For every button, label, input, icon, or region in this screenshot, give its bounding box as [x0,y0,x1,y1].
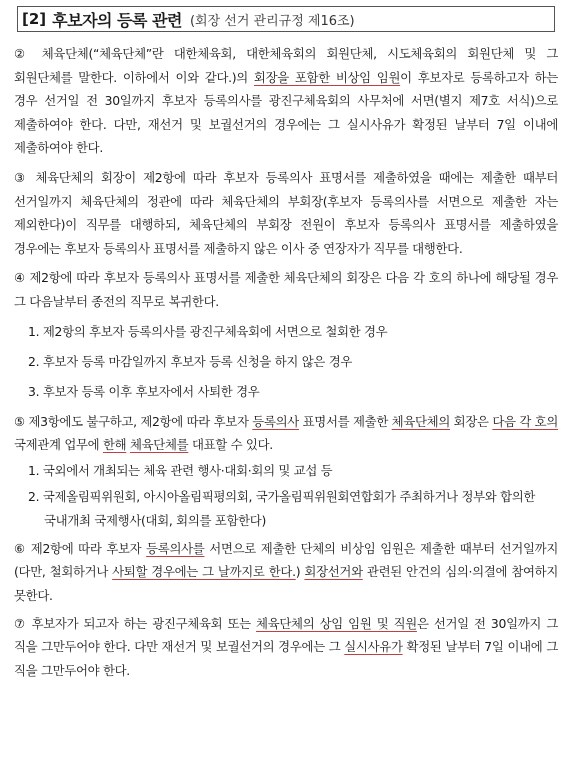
p6-underlined-2: 사퇴할 경우에는 그 날까지로 한다. [112,564,296,580]
p7-text-a: ⑦ 후보자가 되고자 하는 광진구체육회 또는 [14,615,257,631]
p4-item-1: 1. 제2항의 후보자 등록의사를 광진구체육회에 서면으로 철회한 경우 [28,323,388,339]
section-number: [2] [22,10,47,28]
p6-underlined-1: 등록의사를 [146,540,205,556]
p2-underlined: 회장을 포함한 비상임 임원 [253,69,401,85]
p5-text-a: ⑤ 제3항에도 불구하고, 제2항에 따라 후보자 [14,413,253,429]
p5-underlined-2: 체육단체의 [391,413,451,429]
p7-underlined-2: 실시사유가 [344,639,403,655]
p6-text-b: 서면으로 제출한 단체의 비상임 임원은 제출한 때부터 선거일까지(다만, 철회하거나 [14,540,558,580]
paragraph-5 [14,410,558,457]
p2-text-a: ② 체육단체(“체육단체”란 대한체육회, 대한체육회의 회원단체, 시도체육회의 회원단체 및 그 회원단체를 말한다. 이하에서 이와 같다.)의 [14,46,558,85]
paragraph-4: ④ 제2항에 따라 후보자 등록의사 표명서를 제출한 체육단체의 회장은 다음 각 호의 하나에 해당될 경우 그 다음날부터 종전의 직무로 복귀한다. [14,270,558,309]
p7-text-b: 은 선거일 전 30일까지 그 직을 그만두어야 한다. 다만 재선거 및 보궐선거의 경우에는 그 [14,615,558,655]
p7-underlined-1: 체육단체의 상임 임원 및 직원 [256,615,417,631]
p6-text-d: 관련된 안건의 심의·의결에 참여하지 못한다. [14,564,558,603]
p7-text-c: 확정된 날부터 7일 이내에 그 직을 그만두어야 한다. [14,639,559,678]
paragraph-2 [14,42,558,160]
p5-item-2: 2. 국제올림픽위원회, 아시아올림픽평의회, 국가올림픽위원회연합회가 주최하거나 정부와 합의한 국내개최 국제행사(대회, 회의를 포함한다) [28,488,536,528]
section-subtitle: (회장 선거 관리규정 제16조) [189,13,355,29]
p5-text-c: 회장은 [450,413,493,429]
p5-underlined-5: 체육단체를 [129,437,189,453]
p5-text-b: 표명서를 제출한 [298,413,392,429]
p6-text-c: ) [295,564,305,580]
p6-underlined-3: 회장선거와 [304,564,363,580]
section-title: 후보자의 등록 관련 [52,10,182,30]
p5-item-1: 1. 국외에서 개최되는 체육 관련 행사·대회·회의 및 교섭 등 [28,462,333,478]
p5-underlined-3: 다음 각 호의 [492,413,559,429]
p5-text-d: 국제관계 업무에 [14,437,103,453]
p6-text-a: ⑥ 제2항에 따라 후보자 [14,540,147,556]
p5-underlined-1: 등록의사 [252,413,299,429]
section-header [17,6,555,32]
paragraph-6 [14,537,558,608]
paragraph-7 [14,612,558,683]
p4-item-2: 2. 후보자 등록 마감일까지 후보자 등록 신청을 하지 않은 경우 [28,353,353,369]
p5-underlined-4: 한해 [102,437,127,453]
p4-item-3: 3. 후보자 등록 이후 후보자에서 사퇴한 경우 [28,383,260,399]
p5-text-f: 대표할 수 있다. [188,437,273,453]
p2-text-b: 이 후보자로 등록하고자 하는 경우 선거일 전 30일까지 후보자 등록의사를 광진구체육회의 사무처에 서면(별지 제7호 서식)으로 제출하여야 한다. 다만, 재선거 및 보궐선거의 경우에는 그 실시사유가 확정된 날부터 7일 이내에 제출하여야 한다. [14,69,558,156]
paragraph-3: ③ 체육단체의 회장이 제2항에 따라 후보자 등록의사 표명서를 제출하였을 때에는 제출한 때부터 선거일까지 체육단체의 정관에 따라 체육단체의 부회장(후보자 등록의사를 서면으로 제출한 자는 제외한다)이 직무를 대행하되, 체육단체의 부회장 전원이 후보자 등록의사 표명서를 제출하였을 경우에는 후보자 등록의사 표명서를 제출하지 않은 이사 중 연장자가 직무를 대행한다. [14,169,558,256]
